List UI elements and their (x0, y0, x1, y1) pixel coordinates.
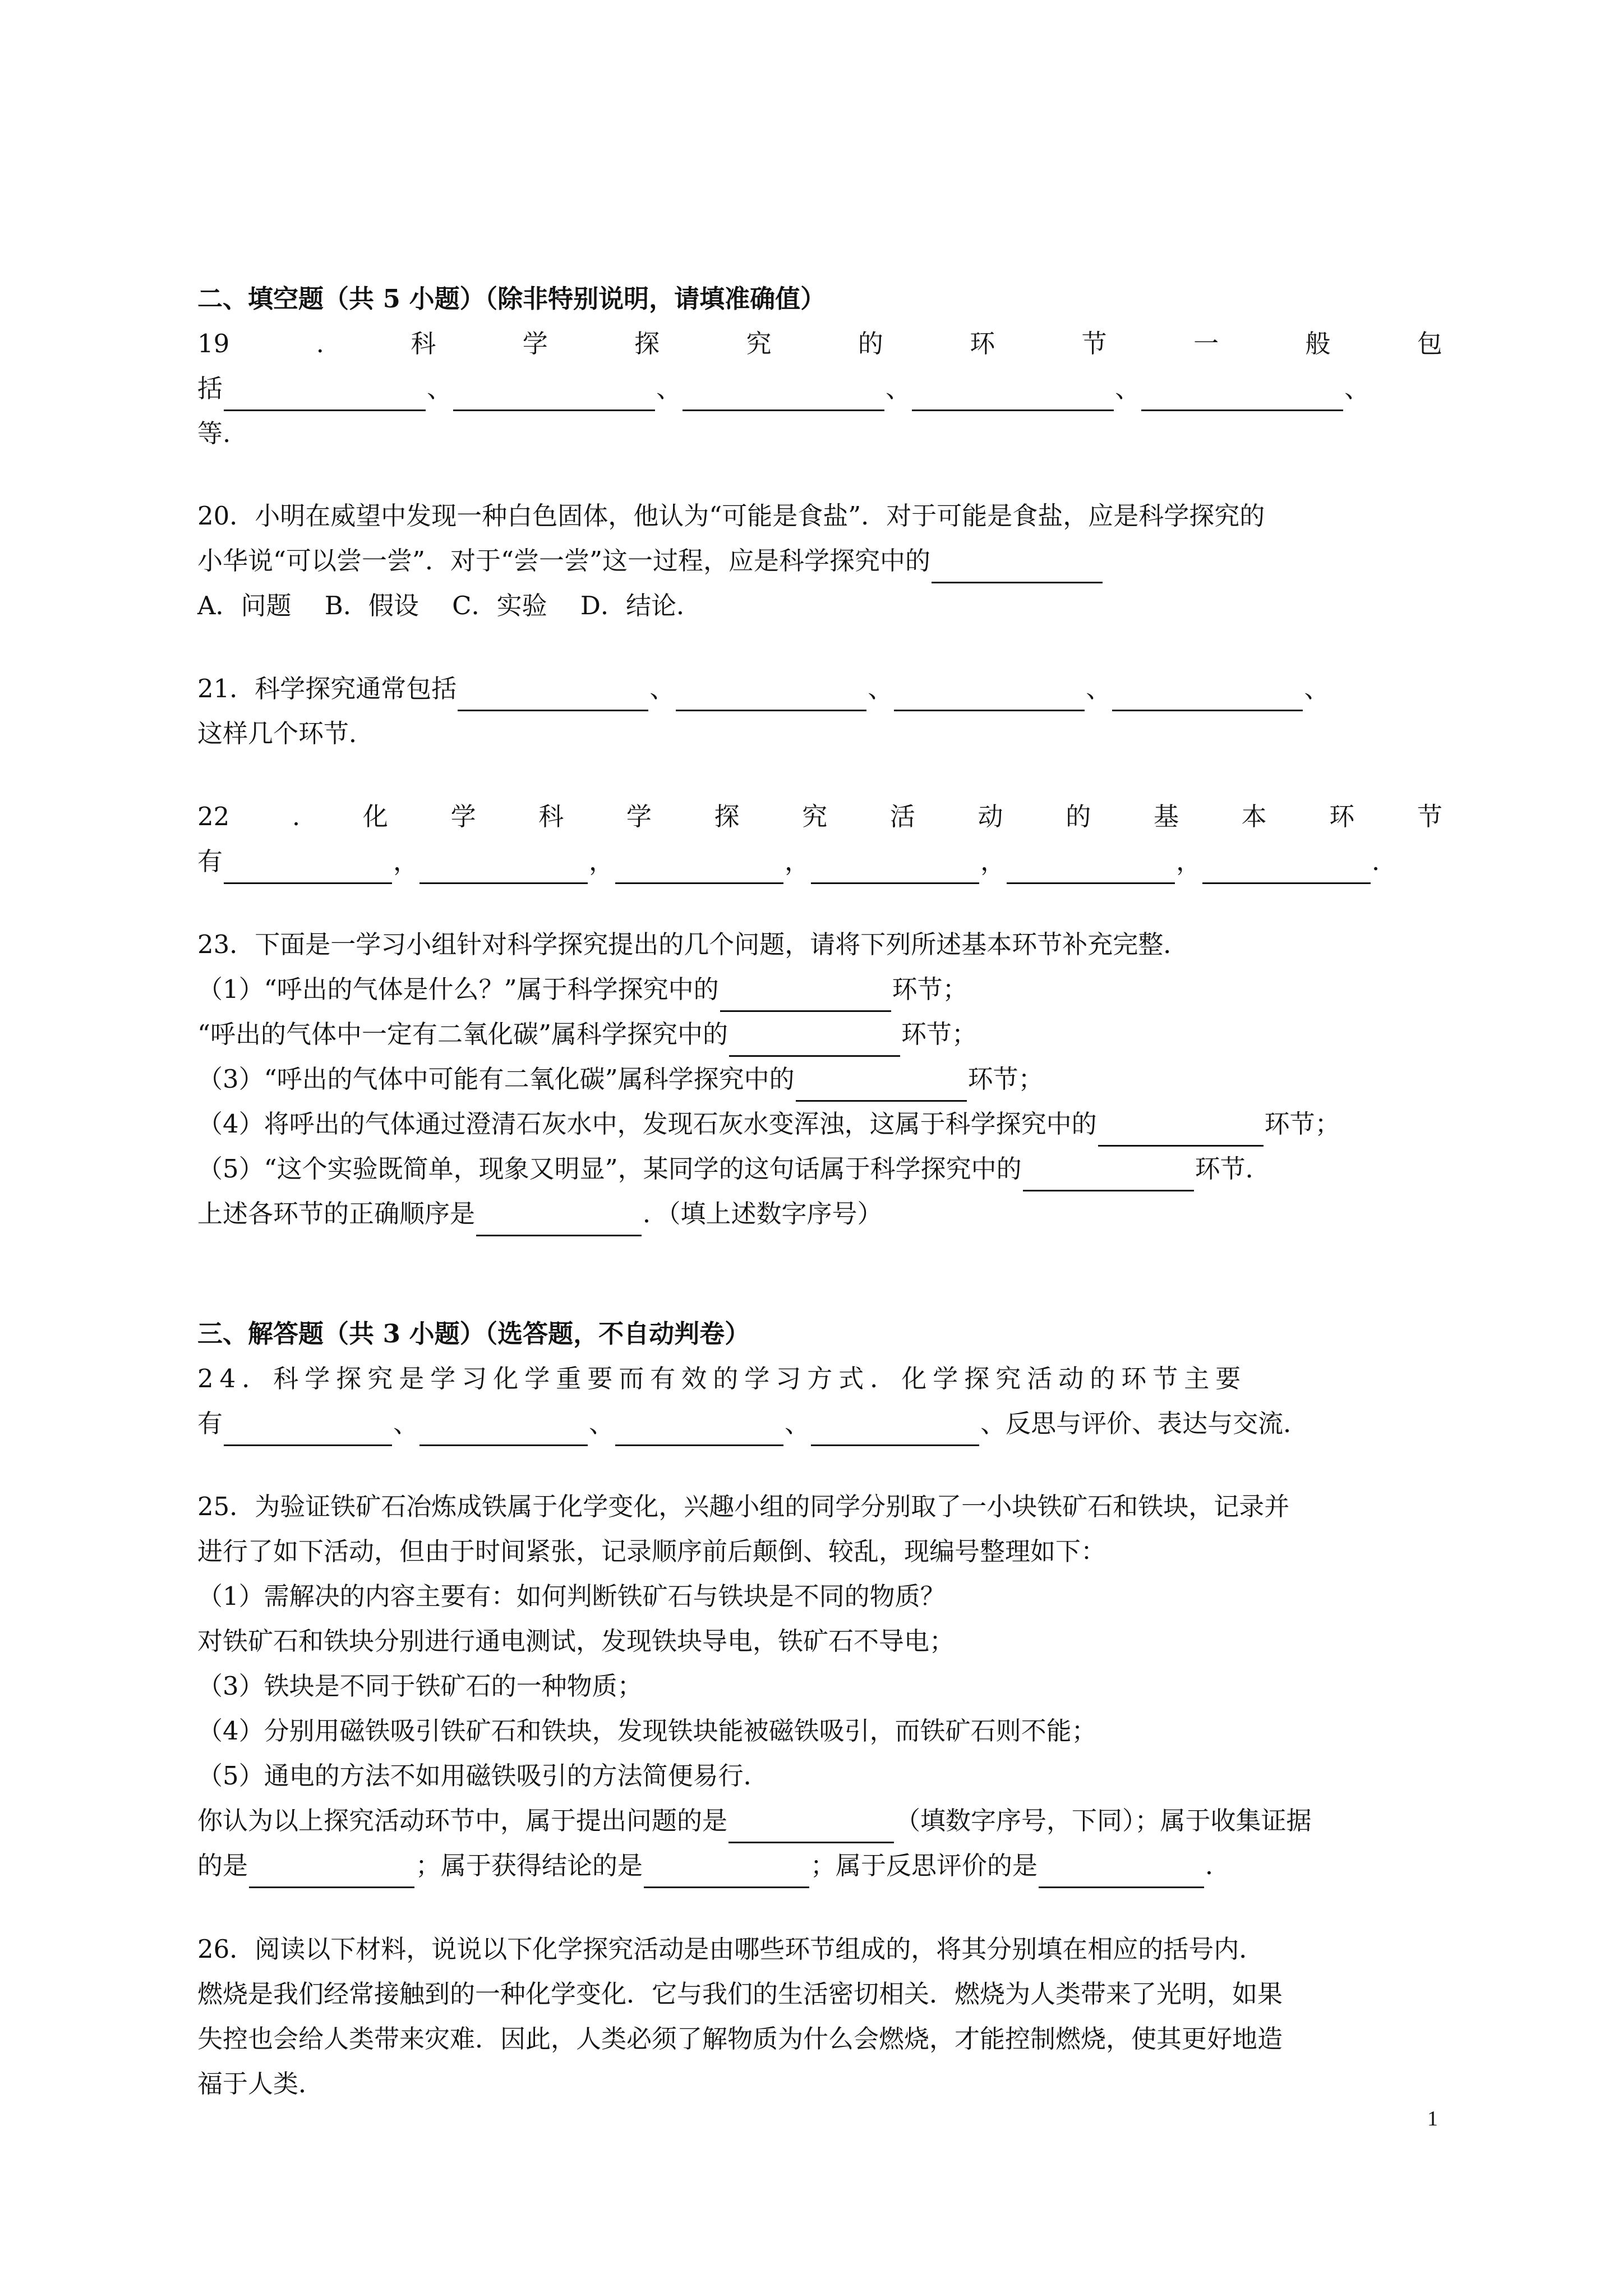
q21-line1: 21．科学探究通常包括 、 、 、 、 (197, 666, 1442, 711)
q19-line3: 等. (197, 418, 231, 448)
answer-blank[interactable] (458, 682, 648, 711)
q25-item-4: （4）分别用磁铁吸引铁矿石和铁块，发现铁块能被磁铁吸引，而铁矿石则不能； (197, 1716, 1097, 1746)
q22-line1: 22 . 化 学 科 学 探 究 活 动 的 基 本 环 节 (197, 802, 1442, 831)
q25-item-3: （3）铁块是不同于铁矿石的一种物质； (197, 1671, 643, 1701)
q20-options: A．问题 B．假设 C．实验 D．结论． (197, 591, 702, 620)
section-heading-fill-in: 二、填空题（共 5 小题）（除非特别说明，请填准确值） (197, 284, 826, 314)
q26-line1: 26．阅读以下材料，说说以下化学探究活动是由哪些环节组成的，将其分别填在相应的括号内． (197, 1934, 1265, 1964)
answer-blank[interactable] (729, 1027, 900, 1057)
answer-blank[interactable] (644, 1858, 809, 1888)
answer-blank[interactable] (894, 682, 1085, 711)
answer-blank[interactable] (224, 1416, 392, 1446)
q26-line3: 失控也会给人类带来灾难．因此，人类必须了解物质为什么会燃烧，才能控制燃烧，使其更好地造 (197, 2024, 1283, 2054)
answer-blank[interactable] (1202, 854, 1371, 884)
q23-order: 上述各环节的正确顺序是 ．（填上述数字序号） (197, 1191, 1442, 1236)
answer-blank[interactable] (1112, 682, 1303, 711)
page-number: 1 (1427, 2107, 1438, 2131)
q25-ask-line2: 的是 ；属于获得结论的是 ；属于反思评价的是 ． (197, 1843, 1442, 1888)
answer-blank[interactable] (615, 1416, 783, 1446)
q23-intro: 23．下面是一学习小组针对科学探究提出的几个问题，请将下列所述基本环节补充完整． (197, 930, 1189, 959)
answer-blank[interactable] (224, 381, 426, 411)
answer-blank[interactable] (419, 1416, 588, 1446)
q25-ask-line1: 你认为以上探究活动环节中，属于提出问题的是 （填数字序号，下同）；属于收集证据 (197, 1798, 1442, 1843)
q23-item-4: （4）将呼出的气体通过澄清石灰水中，发现石灰水变浑浊，这属于科学探究中的 环节； (197, 1102, 1442, 1147)
q25-item-2: 对铁矿石和铁块分别进行通电测试，发现铁块导电，铁矿石不导电； (197, 1626, 955, 1656)
q19-line1: 19 . 科 学 探 究 的 环 节 一 般 包 (197, 329, 1442, 358)
q20-line2: 小华说“可以尝一尝”．对于“尝一尝”这一过程，应是科学探究中的 (197, 539, 1442, 583)
q26-line4: 福于人类． (197, 2069, 324, 2099)
answer-blank[interactable] (912, 381, 1114, 411)
q25-item-5: （5）通电的方法不如用磁铁吸引的方法简便易行． (197, 1761, 769, 1791)
q22-line2: 有 ， ， ， ， ， ． (197, 839, 1442, 884)
answer-blank[interactable] (720, 982, 891, 1012)
answer-blank[interactable] (249, 1858, 414, 1888)
answer-blank[interactable] (224, 854, 392, 884)
answer-blank[interactable] (419, 854, 588, 884)
answer-blank[interactable] (811, 854, 979, 884)
q23-item-1: （1）“呼出的气体是什么？”属于科学探究中的 环节； (197, 967, 1442, 1012)
answer-blank[interactable] (1007, 854, 1175, 884)
answer-blank[interactable] (796, 1072, 967, 1102)
answer-blank[interactable] (615, 854, 783, 884)
answer-blank[interactable] (728, 1814, 894, 1843)
answer-blank[interactable] (683, 381, 884, 411)
q25-item-1: （1）需解决的内容主要有：如何判断铁矿石与铁块是不同的物质？ (197, 1581, 946, 1611)
answer-blank[interactable] (932, 554, 1103, 583)
q23-item-5: （5）“这个实验既简单，现象又明显”，某同学的这句话属于科学探究中的 环节． (197, 1147, 1442, 1191)
answer-blank[interactable] (676, 682, 866, 711)
answer-blank[interactable] (1023, 1162, 1194, 1191)
answer-blank[interactable] (811, 1416, 979, 1446)
answer-blank[interactable] (453, 381, 655, 411)
q23-item-3: （3）“呼出的气体中可能有二氧化碳”属科学探究中的 环节； (197, 1057, 1442, 1102)
q23-item-2: “呼出的气体中一定有二氧化碳”属科学探究中的 环节； (197, 1012, 1442, 1057)
q26-line2: 燃烧是我们经常接触到的一种化学变化．它与我们的生活密切相关．燃烧为人类带来了光明，如果 (197, 1979, 1283, 2009)
q21-line2: 这样几个环节． (197, 719, 375, 748)
section-heading-answer: 三、解答题（共 3 小题）（选答题，不自动判卷） (197, 1319, 750, 1349)
q24-line1: 24．科学探究是学习化学重要而有效的学习方式．化学探究活动的环节主要 (197, 1364, 1247, 1393)
q25-line1: 25．为验证铁矿石冶炼成铁属于化学变化，兴趣小组的同学分别取了一小块铁矿石和铁块，记录并 (197, 1492, 1290, 1521)
q25-line2: 进行了如下活动，但由于时间紧张，记录顺序前后颠倒、较乱，现编号整理如下： (197, 1536, 1106, 1566)
answer-blank[interactable] (476, 1207, 642, 1236)
q20-line1: 20．小明在威望中发现一种白色固体，他认为“可能是食盐”．对于可能是食盐，应是科学探究的 (197, 501, 1265, 531)
answer-blank[interactable] (1141, 381, 1343, 411)
q24-line2: 有 、 、 、 、反思与评价、表达与交流． (197, 1401, 1442, 1446)
answer-blank[interactable] (1098, 1117, 1264, 1147)
q19-line2: 括 、 、 、 、 、 (197, 366, 1442, 411)
answer-blank[interactable] (1039, 1858, 1204, 1888)
